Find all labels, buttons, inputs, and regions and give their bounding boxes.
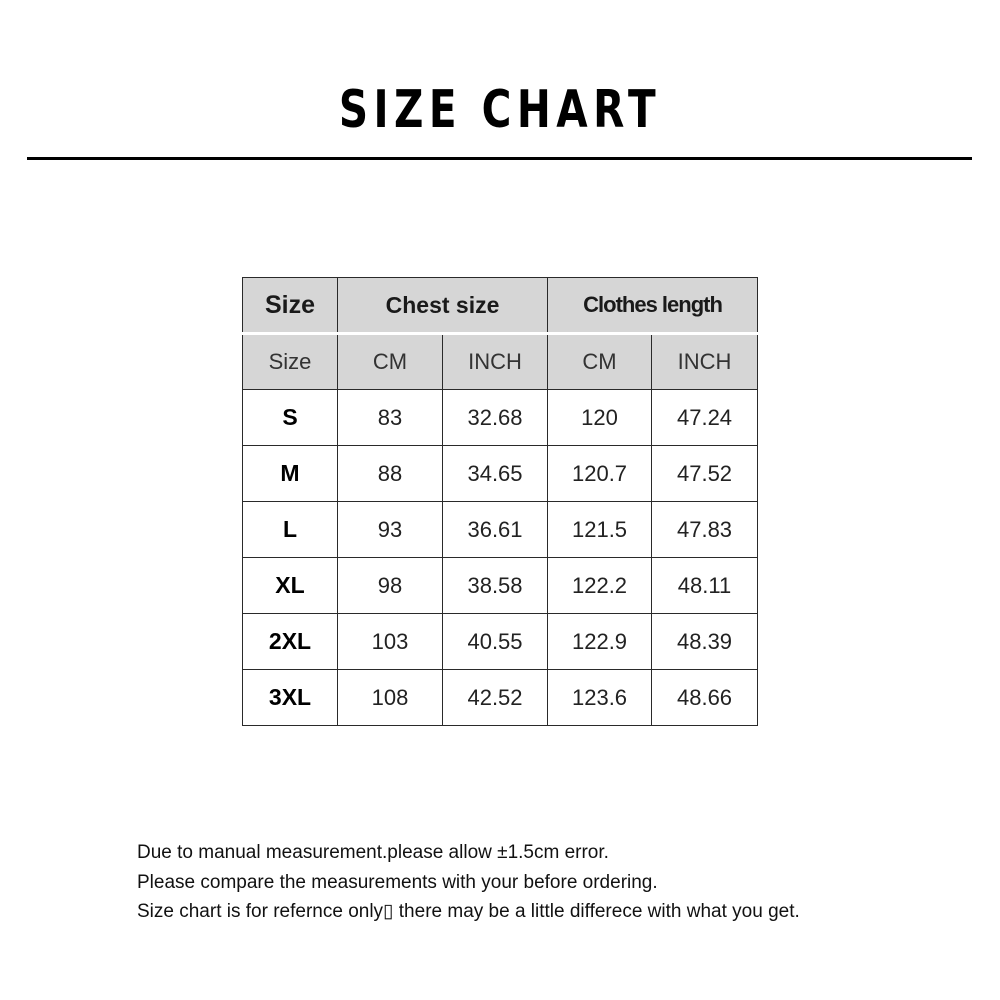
chest-cm-cell: 93: [338, 502, 443, 558]
table-row: [243, 558, 758, 614]
chest-inch-cell: 32.68: [443, 390, 548, 446]
chest-inch-cell: 36.61: [443, 502, 548, 558]
measurement-notes: [137, 838, 800, 927]
size-table: [242, 277, 758, 726]
length-cm-cell: 120: [548, 390, 652, 446]
note-line: Size chart is for refernce only▯ there may be a little differece with what you get.: [137, 901, 800, 922]
length-cm-cell: 122.2: [548, 558, 652, 614]
length-cm-cell: 123.6: [548, 670, 652, 726]
length-inch-cell: 48.11: [652, 558, 758, 614]
size-label-cell: XL: [243, 558, 338, 614]
chest-inch-cell: 34.65: [443, 446, 548, 502]
table-row: [243, 502, 758, 558]
size-label-cell: 2XL: [243, 614, 338, 670]
table-row: [243, 390, 758, 446]
subheader-length-cm: CM: [548, 334, 652, 390]
subheader-size: Size: [243, 334, 338, 390]
subheader-length-inch: INCH: [652, 334, 758, 390]
table-header-group-row: [243, 278, 758, 334]
length-cm-cell: 121.5: [548, 502, 652, 558]
header-chest-size: Chest size: [338, 278, 548, 334]
size-label-cell: L: [243, 502, 338, 558]
chest-inch-cell: 42.52: [443, 670, 548, 726]
chest-cm-cell: 88: [338, 446, 443, 502]
length-inch-cell: 48.66: [652, 670, 758, 726]
length-cm-cell: 120.7: [548, 446, 652, 502]
size-label-cell: 3XL: [243, 670, 338, 726]
size-label-cell: M: [243, 446, 338, 502]
page-title: SIZE CHART: [338, 80, 662, 140]
subheader-chest-cm: CM: [338, 334, 443, 390]
header-clothes-length: Clothes length: [548, 278, 758, 334]
size-label-cell: S: [243, 390, 338, 446]
length-inch-cell: 47.83: [652, 502, 758, 558]
note-line: Please compare the measurements with your before ordering.: [137, 871, 658, 893]
table-row: [243, 614, 758, 670]
table-header-unit-row: [243, 334, 758, 390]
note-line: Due to manual measurement.please allow ±1.5cm error.: [137, 842, 609, 863]
length-inch-cell: 47.52: [652, 446, 758, 502]
chest-cm-cell: 103: [338, 614, 443, 670]
title-divider: [27, 157, 972, 160]
chest-cm-cell: 98: [338, 558, 443, 614]
table-row: [243, 670, 758, 726]
length-inch-cell: 47.24: [652, 390, 758, 446]
chest-inch-cell: 38.58: [443, 558, 548, 614]
chest-cm-cell: 83: [338, 390, 443, 446]
chest-cm-cell: 108: [338, 670, 443, 726]
chest-inch-cell: 40.55: [443, 614, 548, 670]
length-cm-cell: 122.9: [548, 614, 652, 670]
length-inch-cell: 48.39: [652, 614, 758, 670]
table-row: [243, 446, 758, 502]
header-size: Size: [243, 278, 338, 334]
subheader-chest-inch: INCH: [443, 334, 548, 390]
